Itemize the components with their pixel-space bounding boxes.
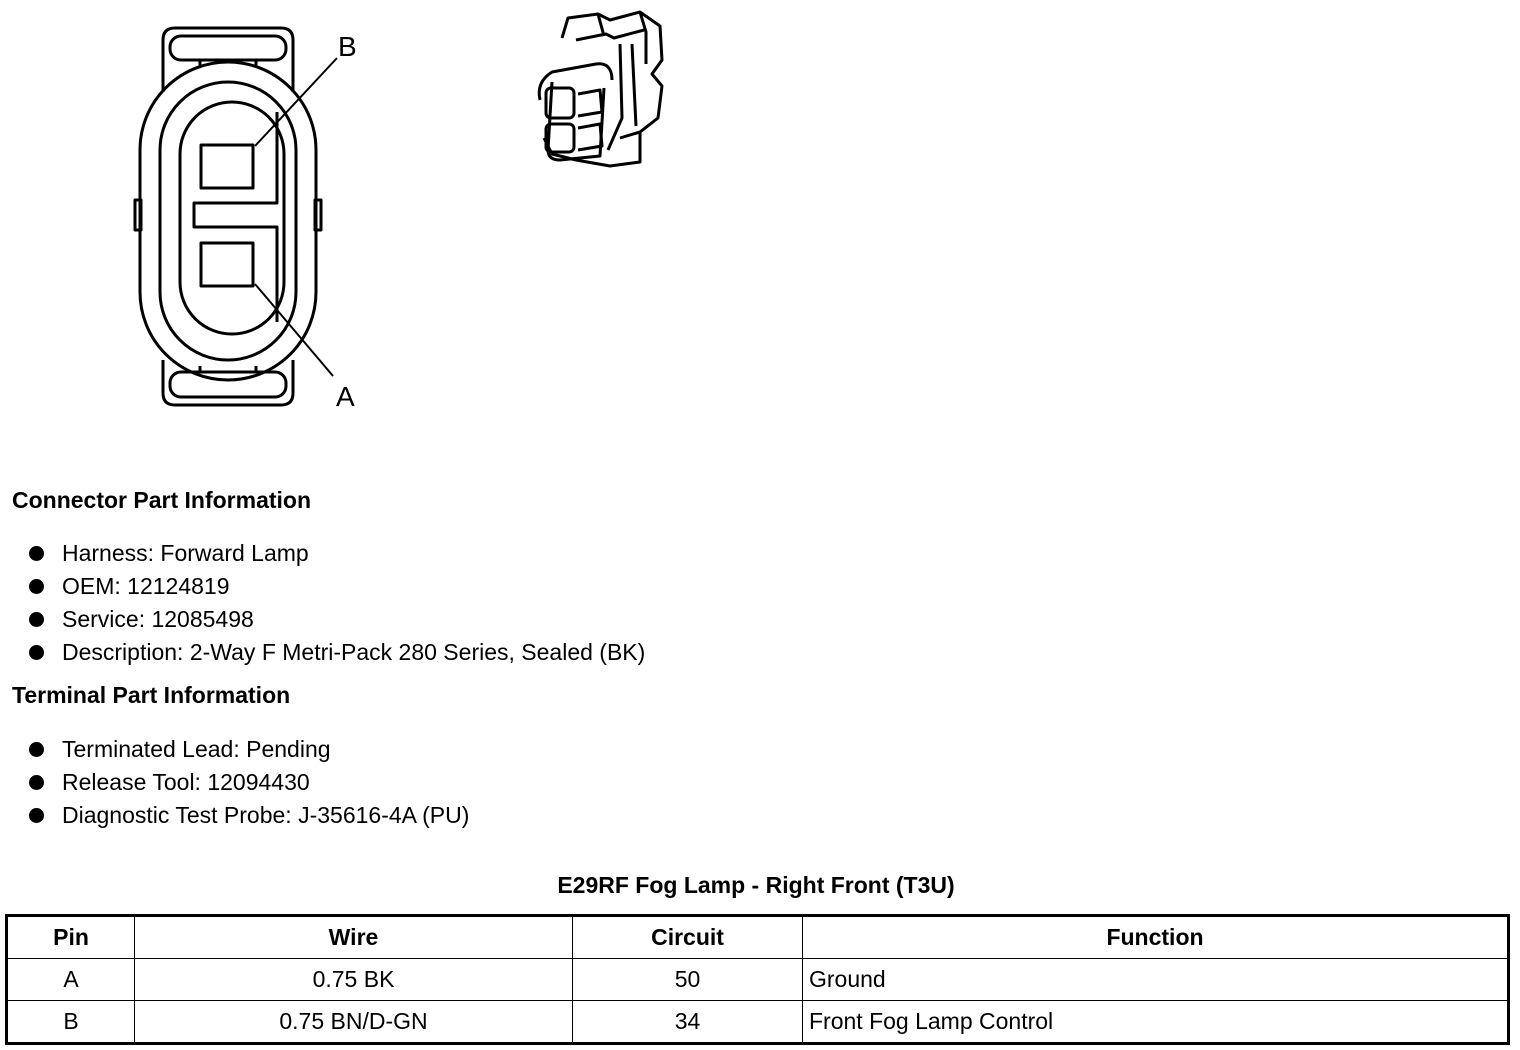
- pin-label-b: B: [338, 31, 357, 62]
- cell-wire: 0.75 BN/D-GN: [135, 1001, 573, 1044]
- column-header-function: Function: [803, 916, 1509, 959]
- bullet-icon: [29, 579, 44, 594]
- bullet-icon: [29, 808, 44, 823]
- cell-function: Ground: [803, 959, 1509, 1001]
- cell-pin: A: [7, 959, 135, 1001]
- list-item: Service: 12085498: [0, 603, 645, 636]
- list-item: Harness: Forward Lamp: [0, 537, 645, 570]
- cell-pin: B: [7, 1001, 135, 1044]
- pinout-table: [5, 914, 1510, 1045]
- column-header-wire: Wire: [135, 916, 573, 959]
- cell-function: Front Fog Lamp Control: [803, 1001, 1509, 1044]
- pin-label-a: A: [336, 381, 355, 412]
- bullet-icon: [29, 546, 44, 561]
- table-title: E29RF Fog Lamp - Right Front (T3U): [557, 872, 955, 898]
- connector-face-view: [135, 28, 337, 405]
- bullet-icon: [29, 612, 44, 627]
- cell-wire: 0.75 BK: [135, 959, 573, 1001]
- connector-part-info-list: [0, 537, 645, 669]
- bullet-icon: [29, 645, 44, 660]
- terminal-part-info-list: [0, 733, 469, 832]
- list-item: Description: 2-Way F Metri-Pack 280 Series, Sealed (BK): [0, 636, 645, 669]
- table-header-row: [7, 916, 1509, 959]
- connector-part-info-heading: Connector Part Information: [12, 487, 312, 513]
- bullet-icon: [29, 742, 44, 757]
- cell-circuit: 34: [573, 1001, 803, 1044]
- bullet-icon: [29, 775, 44, 790]
- column-header-pin: Pin: [7, 916, 135, 959]
- list-item: Terminated Lead: Pending: [0, 733, 469, 766]
- list-item: Diagnostic Test Probe: J-35616-4A (PU): [0, 799, 469, 832]
- terminal-part-info-heading: Terminal Part Information: [12, 682, 291, 708]
- table-row: [7, 959, 1509, 1001]
- cell-circuit: 50: [573, 959, 803, 1001]
- list-item: OEM: 12124819: [0, 570, 645, 603]
- list-item: Release Tool: 12094430: [0, 766, 469, 799]
- connector-diagram: [0, 0, 720, 440]
- column-header-circuit: Circuit: [573, 916, 803, 959]
- connector-isometric-view: [539, 12, 662, 166]
- table-row: [7, 1001, 1509, 1044]
